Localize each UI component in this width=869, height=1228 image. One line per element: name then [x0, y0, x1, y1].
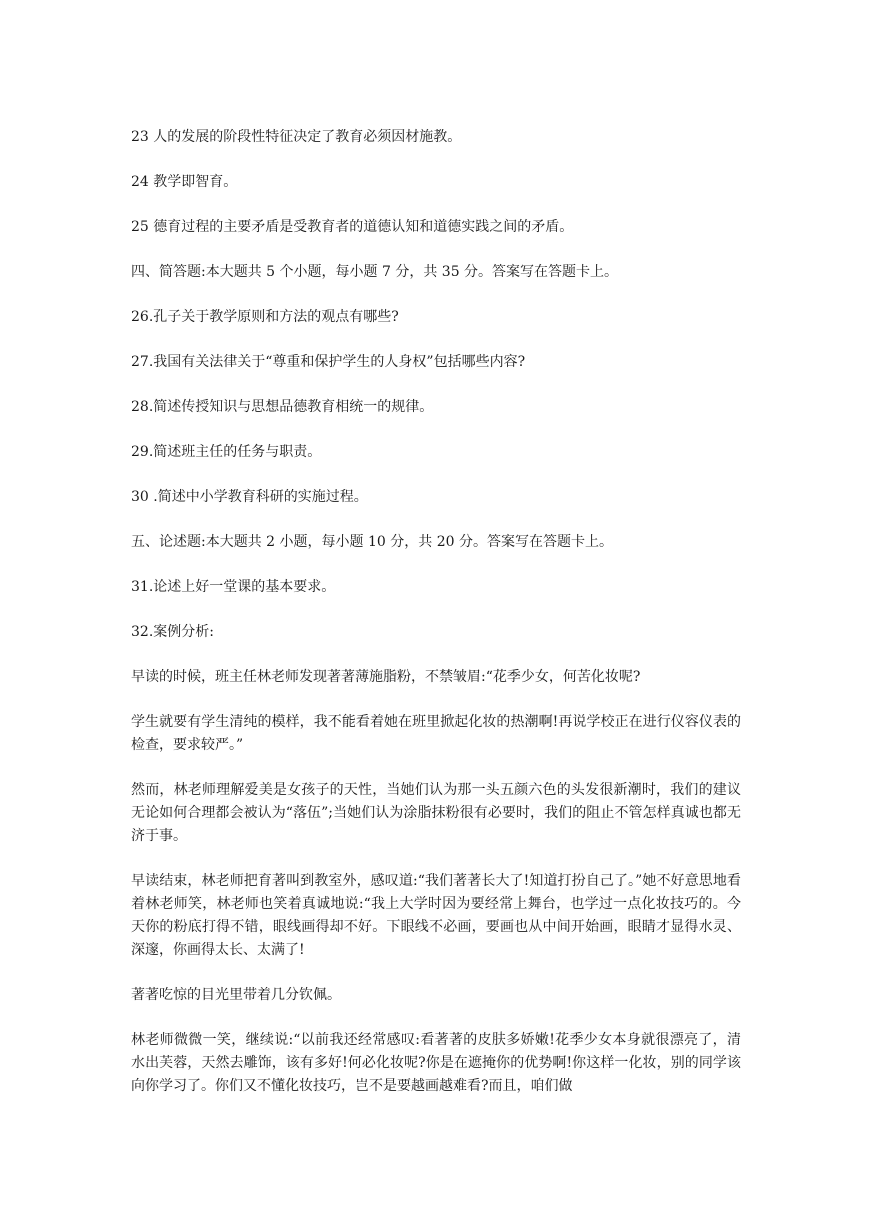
- question-31: 31.论述上好一堂课的基本要求。: [131, 579, 336, 595]
- question-30: 30 .简述中小学教育科研的实施过程。: [131, 489, 368, 505]
- statement-25: 25 德育过程的主要矛盾是受教育者的道德认知和道德实践之间的矛盾。: [131, 219, 574, 235]
- case-paragraph-2: 学生就要有学生清纯的模样，我不能看着她在班里掀起化妆的热潮啊!再说学校正在进行仪容仪表的检查，要求较严。”: [131, 714, 741, 753]
- section-heading-short-answer: 四、简答题:本大题共 5 个小题，每小题 7 分，共 35 分。答案写在答题卡上。: [131, 264, 619, 280]
- case-paragraph-5: 著著吃惊的目光里带着几分钦佩。: [131, 987, 341, 1003]
- statement-23: 23 人的发展的阶段性特征决定了教育必须因材施教。: [131, 129, 462, 145]
- case-paragraph-3: 然而，林老师理解爱美是女孩子的天性，当她们认为那一头五颜六色的头发很新潮时，我们的建议无论如何合理都会被认为“落伍”;当她们认为涂脂抹粉很有必要时，我们的阻止不管怎样真诚也都无济于事。: [131, 782, 741, 844]
- question-28: 28.简述传授知识与思想品德教育相统一的规律。: [131, 399, 434, 415]
- question-32: 32.案例分析:: [131, 624, 214, 640]
- case-paragraph-4: 早读结束，林老师把育著叫到教室外，感叹道:“我们著著长大了!知道打扮自己了。”她不好意思地看着林老师笑，林老师也笑着真诚地说:“我上大学时因为要经常上舞台，也学过一点化妆技巧的。今天你的粉底打得不错，眼线画得却不好。下眼线不必画，要画也从中间开始画，眼睛才显得水灵、深邃，你画得太长、太满了!: [131, 873, 741, 958]
- case-paragraph-1: 早读的时候，班主任林老师发现著著薄施脂粉，不禁皱眉:“花季少女，何苦化妆呢?: [131, 669, 641, 685]
- case-paragraph-6: 林老师微微一笑，继续说:“以前我还经常感叹:看著著的皮肤多娇嫩!花季少女本身就很漂亮了，清水出芙蓉，天然去雕饰，该有多好!何必化妆呢?你是在遮掩你的优势啊!你这样一化妆，别的同学该向你学习了。你们又不懂化妆技巧，岂不是要越画越难看?而且，咱们做: [131, 1032, 741, 1094]
- question-27: 27.我国有关法律关于“尊重和保护学生的人身权”包括哪些内容?: [131, 354, 526, 370]
- document-body: [131, 126, 741, 1120]
- question-29: 29.简述班主任的任务与职责。: [131, 444, 322, 460]
- statement-24: 24 教学即智育。: [131, 174, 238, 190]
- section-heading-essay: 五、论述题:本大题共 2 小题，每小题 10 分，共 20 分。答案写在答题卡上。: [131, 534, 613, 550]
- question-26: 26.孔子关于教学原则和方法的观点有哪些?: [131, 309, 399, 325]
